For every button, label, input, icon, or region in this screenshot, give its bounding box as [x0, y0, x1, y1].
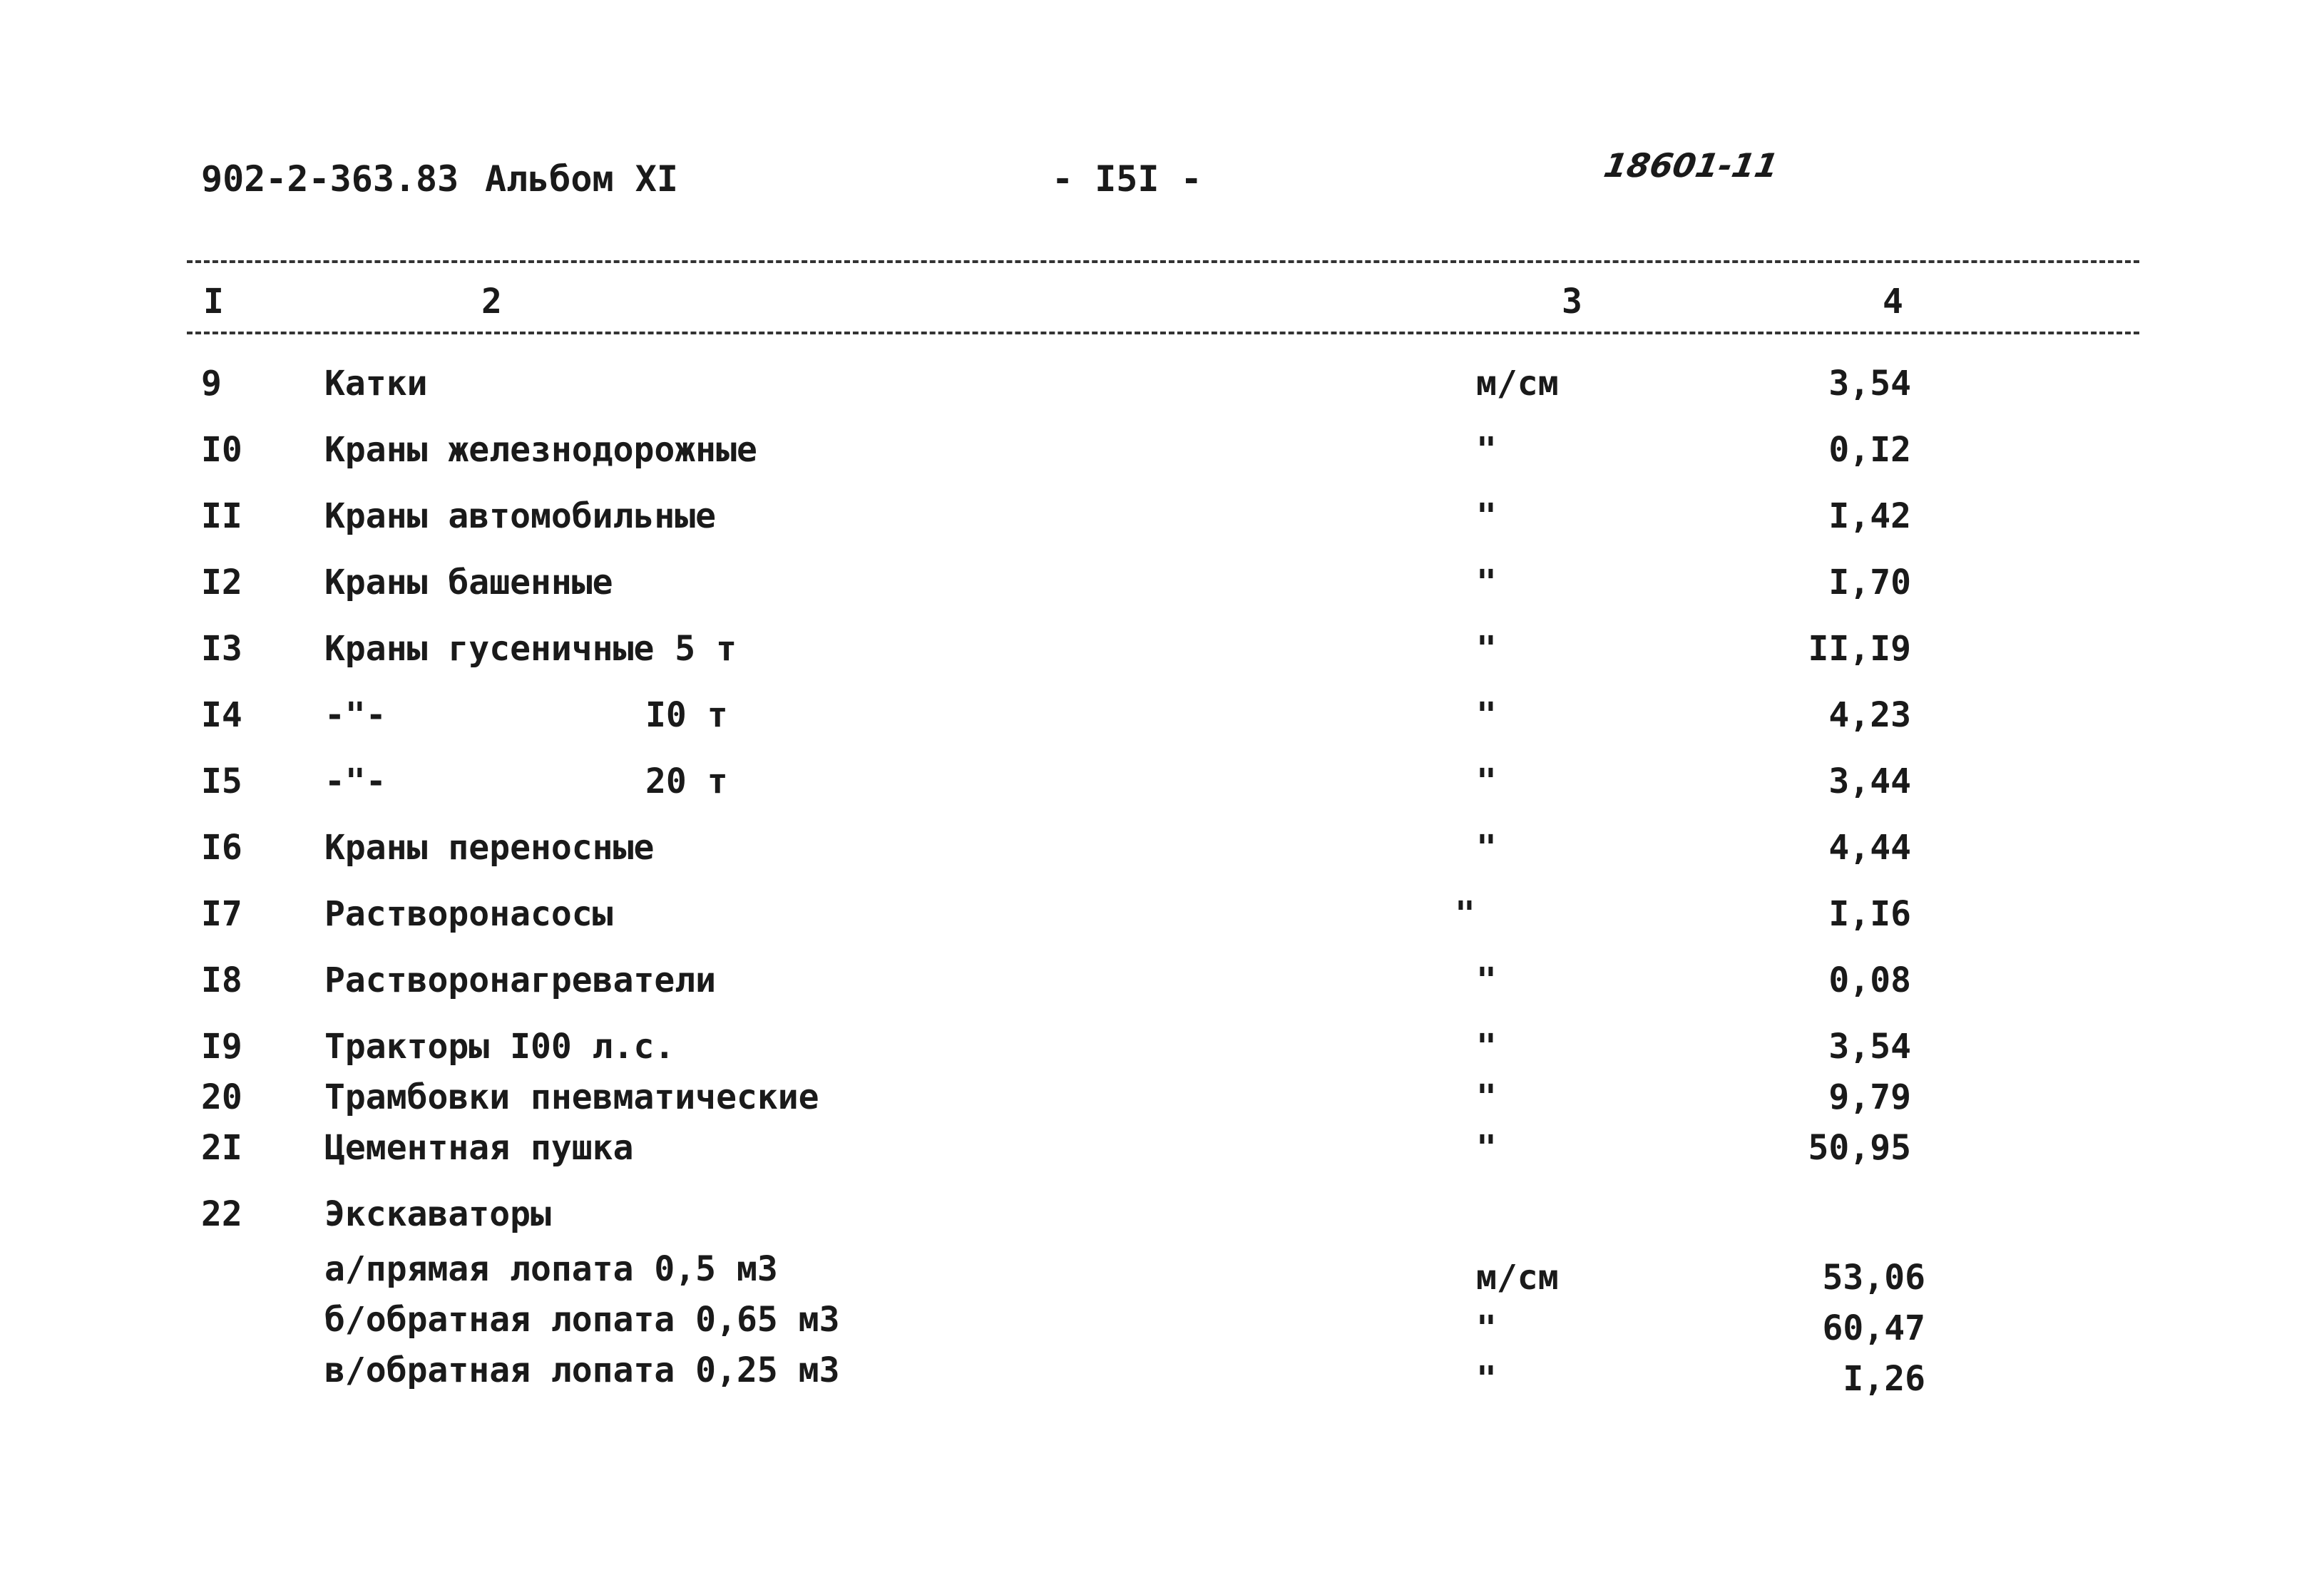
- row-unit: ": [1476, 828, 1497, 868]
- row-value: 9,79: [1828, 1077, 1911, 1117]
- row-unit: м/см: [1476, 364, 1559, 404]
- row-unit: ": [1476, 629, 1497, 669]
- subrow-unit: ": [1476, 1308, 1497, 1348]
- row-value: II,I9: [1808, 629, 1911, 669]
- row-number: I2: [201, 563, 242, 602]
- row-name: Растворонасосы: [324, 894, 613, 934]
- column-number-4: 4: [1883, 282, 1903, 322]
- row-unit: ": [1455, 894, 1475, 934]
- row-unit: ": [1476, 1027, 1497, 1067]
- table-row: [0, 893, 2324, 935]
- row-unit: ": [1476, 563, 1497, 602]
- row-number: I6: [201, 828, 242, 868]
- row-name: Краны башенные: [324, 563, 613, 602]
- handwritten-note: 18601-11: [1601, 146, 1781, 185]
- top-rule: [187, 260, 2139, 263]
- row-number: I3: [201, 629, 242, 669]
- subrow-value: 60,47: [1822, 1308, 1925, 1348]
- column-header-rule: [187, 332, 2139, 334]
- row-unit: ": [1476, 695, 1497, 735]
- row-name: Трамбовки пневматические: [324, 1077, 819, 1117]
- album-label: Альбом XI: [485, 158, 678, 200]
- row-number: I9: [201, 1027, 242, 1067]
- row-name: Краны автомобильные: [324, 496, 717, 536]
- table-subrow: [0, 1248, 2324, 1298]
- row-name: Растворонагреватели: [324, 960, 717, 1000]
- row-name: -"-: [324, 761, 387, 801]
- subrow-value: I,26: [1843, 1359, 1925, 1399]
- table-row: [0, 561, 2324, 604]
- table-row: [0, 694, 2324, 737]
- row-number: I4: [201, 695, 242, 735]
- row-unit: ": [1476, 1128, 1497, 1168]
- subrow-unit: м/см: [1476, 1258, 1559, 1298]
- subrow-name: б/обратная лопата 0,65 м3: [324, 1300, 840, 1340]
- row-number: 20: [201, 1077, 242, 1117]
- table-row: [0, 429, 2324, 471]
- column-number-1: I: [203, 282, 224, 322]
- row-value: 4,23: [1828, 695, 1911, 735]
- row-unit: ": [1476, 761, 1497, 801]
- table-row: [0, 362, 2324, 405]
- subrow-name: в/обратная лопата 0,25 м3: [324, 1350, 840, 1390]
- column-number-2: 2: [481, 282, 502, 322]
- table-subrow: [0, 1298, 2324, 1348]
- row-name: Краны железнодорожные: [324, 430, 757, 470]
- row-name: Экскаваторы: [324, 1194, 551, 1234]
- row-value: 0,08: [1828, 960, 1911, 1000]
- table-row: [0, 627, 2324, 670]
- table-row: [0, 1076, 2324, 1119]
- row-name: -"-: [324, 695, 387, 735]
- row-value: 4,44: [1828, 828, 1911, 868]
- row-name: Тракторы I00 л.с.: [324, 1027, 675, 1067]
- row-value: 0,I2: [1828, 430, 1911, 470]
- page-number: - I5I -: [1052, 158, 1202, 200]
- row-name: Краны переносные: [324, 828, 655, 868]
- row-value: I,42: [1828, 496, 1911, 536]
- row-unit: ": [1476, 430, 1497, 470]
- table-row: [0, 495, 2324, 538]
- document-code: 902-2-363.83: [201, 158, 459, 200]
- row-value: 3,44: [1828, 761, 1911, 801]
- row-value: 3,54: [1828, 1027, 1911, 1067]
- row-number: 2I: [201, 1128, 242, 1168]
- row-number: I0: [201, 430, 242, 470]
- row-value: 50,95: [1808, 1128, 1911, 1168]
- table-row: [0, 1193, 2324, 1236]
- column-number-3: 3: [1562, 282, 1582, 322]
- row-name: Цементная пушка: [324, 1128, 634, 1168]
- row-number: 9: [201, 364, 222, 404]
- row-name: Краны гусеничные 5 т: [324, 629, 737, 669]
- row-unit: ": [1476, 960, 1497, 1000]
- table-subrow: [0, 1349, 2324, 1399]
- table-row: [0, 1025, 2324, 1068]
- subrow-unit: ": [1476, 1359, 1497, 1399]
- table-row: [0, 760, 2324, 803]
- row-value: I,I6: [1828, 894, 1911, 934]
- row-number: I5: [201, 761, 242, 801]
- row-subname: I0 т: [645, 695, 728, 735]
- table-row: [0, 1127, 2324, 1169]
- subrow-value: 53,06: [1822, 1258, 1925, 1298]
- row-number: I8: [201, 960, 242, 1000]
- row-value: 3,54: [1828, 364, 1911, 404]
- row-name: Катки: [324, 364, 428, 404]
- row-number: I7: [201, 894, 242, 934]
- row-subname: 20 т: [645, 761, 728, 801]
- row-value: I,70: [1828, 563, 1911, 602]
- table-row: [0, 959, 2324, 1002]
- table-row: [0, 826, 2324, 869]
- row-number: II: [201, 496, 242, 536]
- row-unit: ": [1476, 496, 1497, 536]
- row-unit: ": [1476, 1077, 1497, 1117]
- subrow-name: а/прямая лопата 0,5 м3: [324, 1249, 778, 1289]
- row-number: 22: [201, 1194, 242, 1234]
